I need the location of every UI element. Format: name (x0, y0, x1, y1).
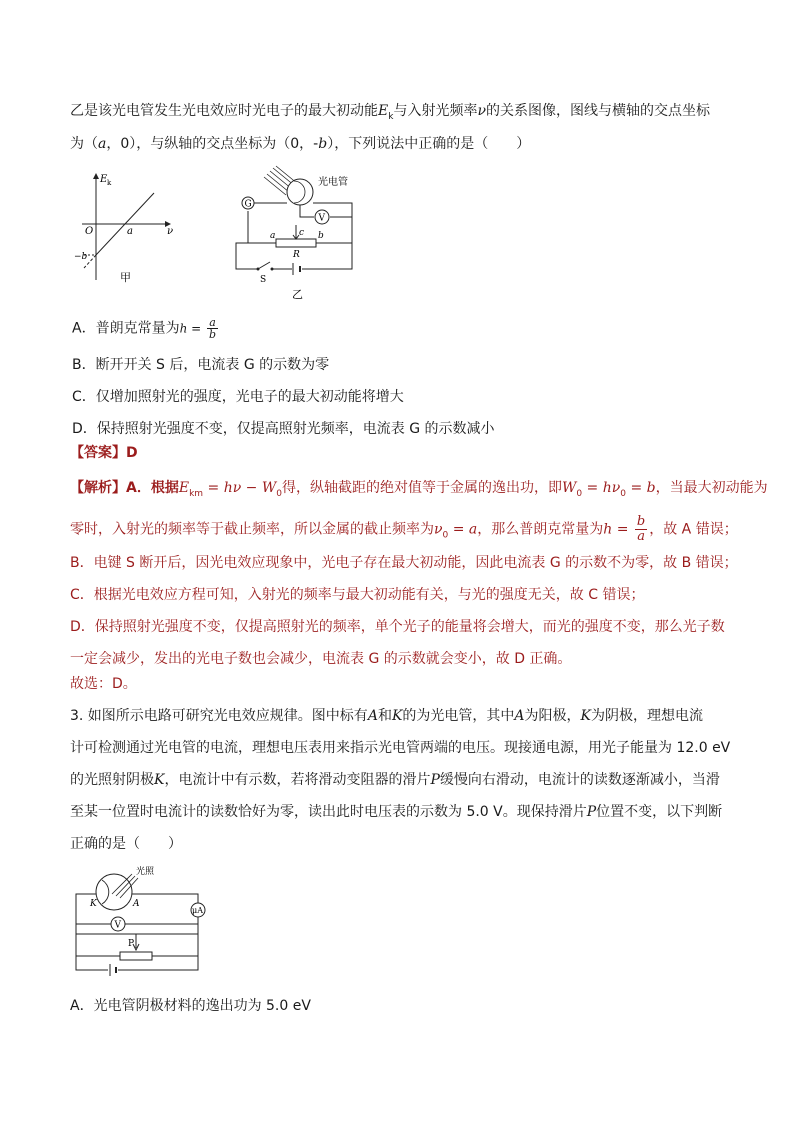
q3-line5: 正确的是（ ） (70, 836, 182, 852)
y-axis-label: E (100, 174, 108, 185)
choice-line: 故选：D。 (70, 676, 137, 692)
figure-caption-jia: 甲 (120, 271, 131, 284)
q3-line3: 的光照射阴极K，电流计中有示数，若将滑动变阻器的滑片P缓慢向右滑动，电流计的读数逐渐减小，当滑 (70, 772, 720, 788)
analysis-d1: D．保持照射光强度不变，仅提高照射光的频率，单个光子的能量将会增大，而光的强度不变，那么光子数 (70, 619, 725, 635)
q3-line2: 计可检测通过光电管的电流，理想电压表用来指示光电管两端的电压。现接通电源，用光子能量为 12.0 eV (70, 740, 731, 756)
figure-jia-graph (72, 168, 182, 288)
rheostat-b: b (318, 231, 324, 241)
q2-stem-line1: 乙是该光电管发生光电效应时光电子的最大初动能$E_k$与入射光频率ν的关系图像，图线与横轴的交点坐标 (70, 103, 710, 122)
q3-microammeter-label: μA (192, 906, 203, 915)
option-a: A．普朗克常量为h = $\frac{a}{b}$ (72, 316, 217, 341)
rheostat-a: a (270, 231, 276, 241)
option-c: C．仅增加照射光的强度，光电子的最大初动能将增大 (72, 389, 404, 405)
analysis-b: B．电键 S 断开后，因光电效应现象中，光电子存在最大初动能，因此电流表 G 的示数不为零，故 B 错误； (70, 555, 738, 571)
option-d: D．保持照射光强度不变，仅提高照射光频率，电流表 G 的示数减小 (72, 421, 495, 437)
q3-rheostat (120, 952, 152, 960)
x-axis-label: ν (167, 226, 174, 237)
q3-label-k: K (90, 899, 97, 909)
option-b: B．断开开关 S 后，电流表 G 的示数为零 (72, 357, 330, 373)
analysis-c: C．根据光电效应方程可知，入射光的频率与最大初动能有关，与光的强度无关，故 C 错误； (70, 587, 645, 603)
answer-line: 【答案】D (70, 445, 138, 461)
planck-fraction: $\frac{b}{a}$ (636, 514, 646, 544)
neg-b-label: −b (74, 252, 88, 262)
switch-label: S (260, 275, 267, 285)
y-axis-label-sub: k (107, 179, 112, 187)
rheostat (276, 239, 316, 247)
q3-line1: 3. 如图所示电路可研究光电效应规律。图中标有A和K的为光电管，其中A为阳极，K为阴极，理想电流 (70, 708, 703, 724)
q3-option-a: A．光电管阴极材料的逸出功为 5.0 eV (70, 998, 311, 1014)
a-label: a (127, 226, 133, 237)
q3-circuit-figure (72, 864, 212, 976)
analysis-line1: 【解析】A．根据$E_{km} = h\nu - W_0$得，纵轴截距的绝对值等于金属的逸出功，即$W_0 = h\nu_0 = b$，当最大初动能为 (70, 480, 768, 499)
q3-slider-label: P (128, 939, 135, 949)
q3-label-a: A (133, 899, 140, 909)
analysis-d2: 一定会减少，发出的光电子数也会减少，电流表 G 的示数就会变小，故 D 正确。 (70, 651, 572, 667)
rheostat-r: R (293, 250, 300, 260)
origin-label: O (85, 226, 94, 237)
figure-caption-yi: 乙 (292, 288, 303, 300)
figure-yi-circuit (230, 165, 370, 300)
tube-label: 光电管 (318, 177, 348, 188)
q2-stem-line2: 为（a，0），与纵轴的交点坐标为（0，-b），下列说法中正确的是（ ） (70, 136, 531, 152)
option-a-fraction: $\frac{a}{b}$ (209, 316, 217, 341)
q3-line4: 至某一位置时电流计的读数恰好为零，读出此时电压表的示数为 5.0 V。现保持滑片P位置不变，以下判断 (70, 804, 723, 820)
q3-voltmeter-label: V (114, 920, 121, 931)
q3-light-label: 光照 (136, 867, 155, 877)
rheostat-c: c (299, 228, 305, 238)
switch (258, 262, 270, 269)
analysis-line2: 零时，入射光的频率等于截止频率，所以金属的截止频率为$\nu_0 = a$，那么普朗克常量为h = $\frac{b}{a}$ ，故 A 错误； (70, 514, 738, 544)
galvanometer-label: G (244, 199, 252, 210)
voltmeter-label: V (318, 213, 325, 224)
